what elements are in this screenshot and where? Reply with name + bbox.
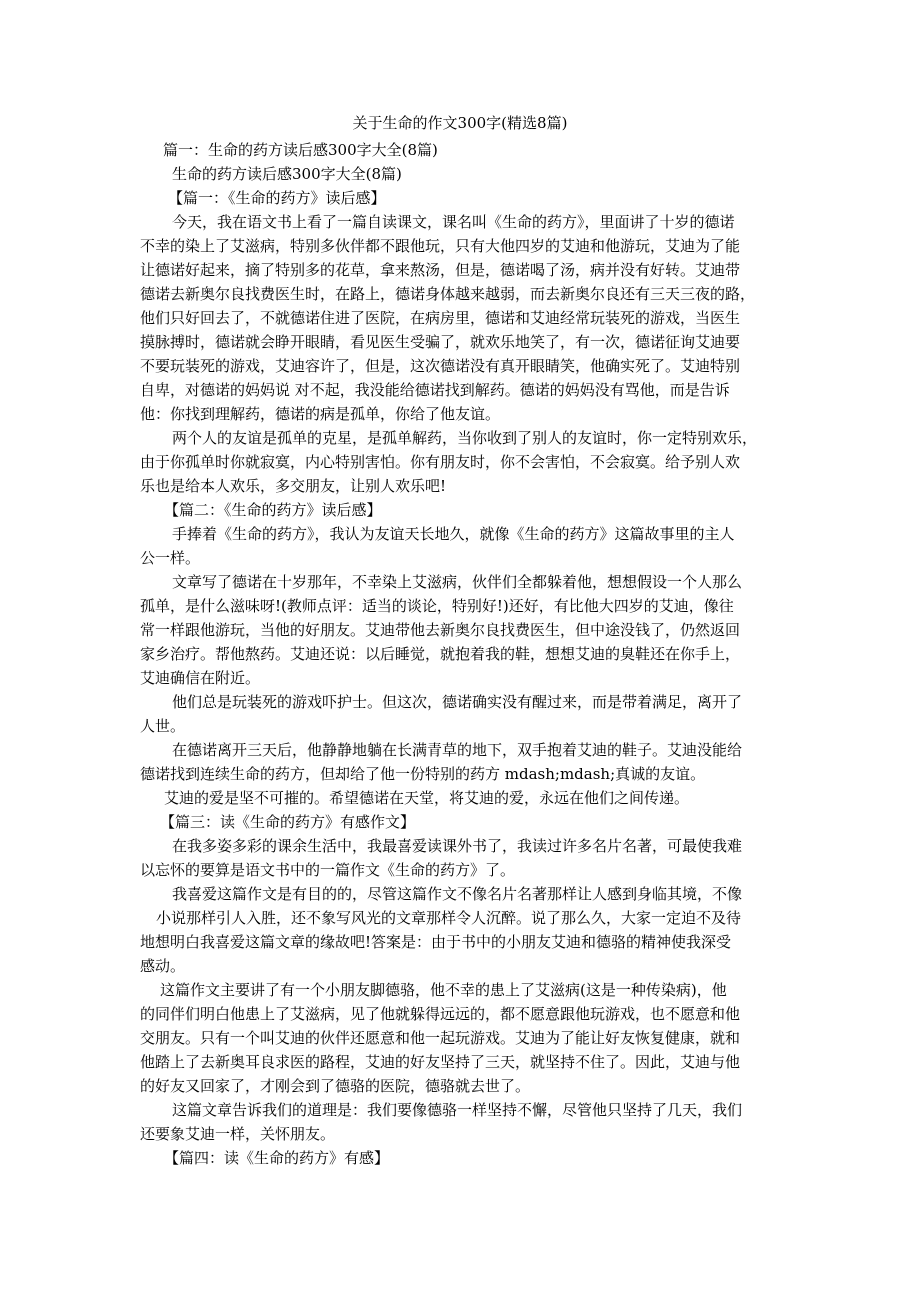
p11-line-2: 还要象艾迪一样，关怀朋友。 bbox=[140, 1125, 336, 1143]
heading-1: 【篇一：《生命的药方》读后感】 bbox=[168, 189, 386, 207]
p10-line-5: 的好友又回家了，才刚会到了德骆的医院，德骆就去世了。 bbox=[140, 1077, 531, 1095]
p2-line-3: 乐也是给本人欢乐，多交朋友，让别人欢乐吧! bbox=[140, 477, 447, 495]
p1-line-8: 自卑，对德诺的妈妈说 对不起，我没能给德诺找到解药。德诺的妈妈没有骂他，而是告诉 bbox=[140, 381, 730, 399]
p9-line-1: 我喜爱这篇作文是有目的的，尽管这篇作文不像名片名著那样让人感到身临其境，不像 bbox=[172, 885, 743, 903]
p1-line-7: 不要玩装死的游戏，艾迪容许了，但是，这次德诺没有真开眼睛笑，他确实死了。艾迪特别 bbox=[140, 357, 741, 375]
p8-line-2: 以忘怀的要算是语文书中的一篇作文《生命的药方》了。 bbox=[140, 861, 516, 879]
p5-line-2: 人世。 bbox=[140, 717, 186, 735]
p10-line-3: 交朋友。只有一个叫艾迪的伙伴还愿意和他一起玩游戏。艾迪为了能让好友恢复健康，就和 bbox=[140, 1029, 741, 1047]
p10-line-4: 他踏上了去新奥耳良求医的路程，艾迪的好友坚持了三天，就坚持不住了。因此，艾迪与他 bbox=[140, 1053, 741, 1071]
heading-2: 【篇二：《生命的药方》读后感】 bbox=[164, 501, 382, 519]
heading-3: 【篇三：读《生命的药方》有感作文】 bbox=[160, 813, 416, 831]
subtitle-2: 生命的药方读后感300字大全(8篇) bbox=[172, 165, 402, 183]
p9-line-2: 小说那样引人入胜，还不象写风光的文章那样令人沉醉。说了那么久，大家一定迫不及待 bbox=[156, 909, 742, 927]
p1-line-9: 他：你找到理解药，德诺的病是孤单，你给了他友谊。 bbox=[140, 405, 501, 423]
subtitle: 篇一：生命的药方读后感300字大全(8篇) bbox=[163, 141, 438, 159]
p4-line-3: 常一样跟他游玩，当他的好朋友。艾迪带他去新奥尔良找费医生，但中途没钱了，仍然返回 bbox=[140, 621, 741, 639]
p4-line-1: 文章写了德诺在十岁那年，不幸染上艾滋病，伙伴们全都躲着他，想想假设一个人那么 bbox=[172, 573, 743, 591]
p1-line-2: 不幸的染上了艾滋病，特别多伙伴都不跟他玩，只有大他四岁的艾迪和他游玩，艾迪为了能 bbox=[140, 237, 741, 255]
p1-line-4: 德诺去新奥尔良找费医生时，在路上，德诺身体越来越弱，而去新奥尔良还有三天三夜的路， bbox=[140, 285, 756, 303]
p10-line-2: 的同伴们明白他患上了艾滋病，见了他就躲得远远的，都不愿意跟他玩游戏，也不愿意和他 bbox=[140, 1005, 741, 1023]
heading-4: 【篇四：读《生命的药方》有感】 bbox=[164, 1149, 390, 1167]
p1-line-6: 摸脉搏时，德诺就会睁开眼睛，看见医生受骗了，就欢乐地笑了，有一次，德诺征询艾迪要 bbox=[140, 333, 741, 351]
p6-line-2: 德诺找到连续生命的药方，但却给了他一份特别的药方 mdash;mdash;真诚的友谊。 bbox=[140, 765, 706, 783]
p9-line-4: 感动。 bbox=[140, 957, 186, 975]
p3-line-1: 手捧着《生命的药方》，我认为友谊天长地久，就像《生命的药方》这篇故事里的主人 bbox=[172, 525, 735, 543]
p1-line-5: 他们只好回去了，不就德诺住进了医院，在病房里，德诺和艾迪经常玩装死的游戏，当医生 bbox=[140, 309, 741, 327]
p11-line-1: 这篇文章告诉我们的道理是：我们要像德骆一样坚持不懈，尽管他只坚持了几天，我们 bbox=[172, 1101, 743, 1119]
p2-line-1: 两个人的友谊是孤单的克星，是孤单解药，当你收到了别人的友谊时，你一定特别欢乐， bbox=[172, 429, 758, 447]
p4-line-5: 艾迪确信在附近。 bbox=[140, 669, 261, 687]
p2-line-2: 由于你孤单时你就寂寞，内心特别害怕。你有朋友时，你不会害怕，不会寂寞。给予别人欢 bbox=[140, 453, 741, 471]
p7: 艾迪的爱是坚不可摧的。希望德诺在天堂，将艾迪的爱，永远在他们之间传递。 bbox=[164, 789, 690, 807]
p4-line-2: 孤单，是什么滋味呀!(教师点评：适当的谈论，特别好!)还好，有比他大四岁的艾迪，像往 bbox=[140, 597, 734, 615]
document-title: 关于生命的作文300字(精选8篇) bbox=[352, 114, 568, 132]
p1-line-3: 让德诺好起来，摘了特别多的花草，拿来熬汤，但是，德诺喝了汤，病并没有好转。艾迪带 bbox=[140, 261, 741, 279]
p3-line-2: 公一样。 bbox=[140, 549, 201, 567]
p5-line-1: 他们总是玩装死的游戏吓护士。但这次，德诺确实没有醒过来，而是带着满足，离开了 bbox=[172, 693, 743, 711]
p10-line-1: 这篇作文主要讲了有一个小朋友脚德骆，他不幸的患上了艾滋病(这是一种传染病)，他 bbox=[160, 981, 727, 999]
p1-line-1: 今天，我在语文书上看了一篇自读课文，课名叫《生命的药方》，里面讲了十岁的德诺 bbox=[172, 213, 735, 231]
p4-line-4: 家乡治疗。帮他熬药。艾迪还说：以后睡觉，就抱着我的鞋，想想艾迪的臭鞋还在你手上， bbox=[140, 645, 741, 663]
p6-line-1: 在德诺离开三天后，他静静地躺在长满青草的地下，双手抱着艾迪的鞋子。艾迪没能给 bbox=[172, 741, 743, 759]
p9-line-3: 地想明白我喜爱这篇文章的缘故吧!答案是：由于书中的小朋友艾迪和德骆的精神使我深受 bbox=[140, 933, 732, 951]
p8-line-1: 在我多姿多彩的课余生活中，我最喜爱读课外书了，我读过许多名片名著，可最使我难 bbox=[172, 837, 743, 855]
